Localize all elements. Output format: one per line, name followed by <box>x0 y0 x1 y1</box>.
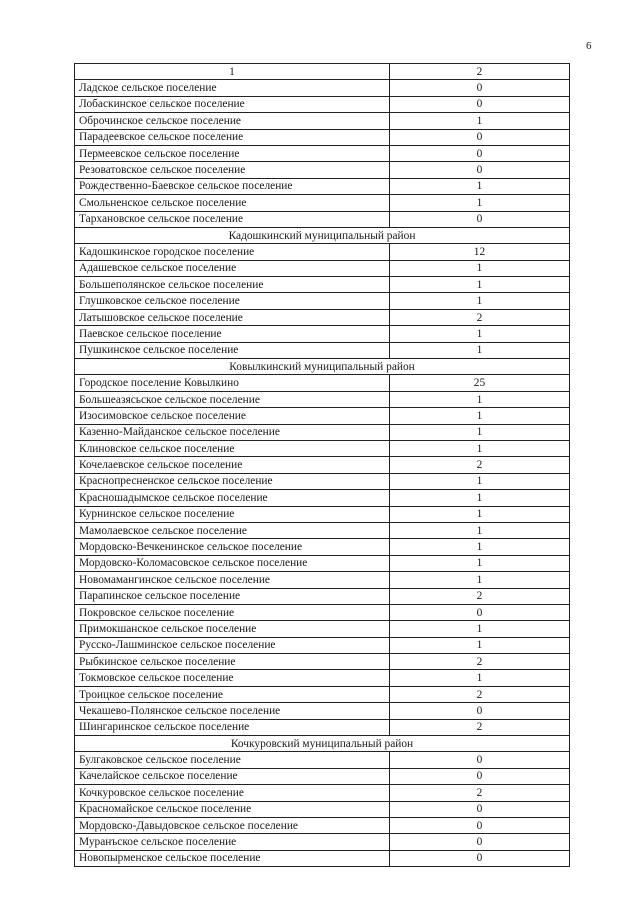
settlement-name: Кочелаевское сельское поселение <box>75 457 390 473</box>
settlement-value: 1 <box>390 391 570 407</box>
settlement-name: Токмовское сельское поселение <box>75 670 390 686</box>
settlement-name: Смольненское сельское поселение <box>75 195 390 211</box>
table-row <box>75 621 570 637</box>
settlement-value: 1 <box>390 490 570 506</box>
table-row <box>75 129 570 145</box>
table-row <box>75 80 570 96</box>
settlement-value: 12 <box>390 244 570 260</box>
table-row <box>75 424 570 440</box>
settlement-name: Резоватовское сельское поселение <box>75 162 390 178</box>
table-row <box>75 719 570 735</box>
settlement-name: Изосимовское сельское поселение <box>75 408 390 424</box>
settlement-name: Мамолаевское сельское поселение <box>75 522 390 538</box>
settlement-value: 1 <box>390 277 570 293</box>
settlement-value: 0 <box>390 752 570 768</box>
section-row <box>75 227 570 243</box>
section-row <box>75 359 570 375</box>
settlement-name: Рождественно-Баевское сельское поселение <box>75 178 390 194</box>
settlement-value: 0 <box>390 817 570 833</box>
table-row <box>75 391 570 407</box>
table-row <box>75 686 570 702</box>
table-row <box>75 145 570 161</box>
table-row <box>75 490 570 506</box>
settlement-name: Мордовско-Коломасовское сельское поселение <box>75 555 390 571</box>
settlement-value: 2 <box>390 719 570 735</box>
column-header-1: 1 <box>75 64 390 80</box>
settlement-value: 1 <box>390 260 570 276</box>
settlement-name: Большеполянское сельское поселение <box>75 277 390 293</box>
district-heading: Ковылкинский муниципальный район <box>75 359 570 375</box>
settlement-name: Троицкое сельское поселение <box>75 686 390 702</box>
settlement-name: Городское поселение Ковылкино <box>75 375 390 391</box>
table-row <box>75 309 570 325</box>
table-row <box>75 277 570 293</box>
table-row <box>75 768 570 784</box>
table-row <box>75 834 570 850</box>
settlement-value: 0 <box>390 129 570 145</box>
settlement-name: Красномайское сельское поселение <box>75 801 390 817</box>
settlements-table <box>74 63 570 867</box>
settlement-value: 1 <box>390 555 570 571</box>
column-header-2: 2 <box>390 64 570 80</box>
settlement-name: Новопырменское сельское поселение <box>75 850 390 866</box>
settlement-name: Краснопресненское сельское поселение <box>75 473 390 489</box>
table-row <box>75 178 570 194</box>
settlement-name: Большеазясьское сельское поселение <box>75 391 390 407</box>
table-row <box>75 113 570 129</box>
settlement-value: 0 <box>390 801 570 817</box>
table-row <box>75 604 570 620</box>
table-row <box>75 293 570 309</box>
settlement-value: 0 <box>390 703 570 719</box>
settlement-name: Парадеевское сельское поселение <box>75 129 390 145</box>
table-row <box>75 260 570 276</box>
settlement-name: Адашевское сельское поселение <box>75 260 390 276</box>
settlement-name: Мордовско-Вечкенинское сельское поселение <box>75 539 390 555</box>
settlement-name: Чекашево-Полянское сельское поселение <box>75 703 390 719</box>
settlement-name: Рыбкинское сельское поселение <box>75 654 390 670</box>
settlement-value: 2 <box>390 686 570 702</box>
settlement-value: 1 <box>390 621 570 637</box>
settlement-value: 0 <box>390 768 570 784</box>
settlement-name: Ладское сельское поселение <box>75 80 390 96</box>
settlement-name: Красношадымское сельское поселение <box>75 490 390 506</box>
settlement-name: Оброчинское сельское поселение <box>75 113 390 129</box>
table-body <box>75 64 570 867</box>
table-row <box>75 817 570 833</box>
settlement-value: 1 <box>390 670 570 686</box>
table-row <box>75 342 570 358</box>
settlement-name: Казенно-Майданское сельское поселение <box>75 424 390 440</box>
settlement-value: 2 <box>390 654 570 670</box>
table-row <box>75 195 570 211</box>
settlement-value: 1 <box>390 293 570 309</box>
table-row <box>75 670 570 686</box>
settlement-name: Парапинское сельское поселение <box>75 588 390 604</box>
settlement-value: 1 <box>390 473 570 489</box>
table-row <box>75 588 570 604</box>
settlement-name: Русско-Лашминское сельское поселение <box>75 637 390 653</box>
settlement-name: Тархановское сельское поселение <box>75 211 390 227</box>
settlement-name: Шингаринское сельское поселение <box>75 719 390 735</box>
settlement-name: Качелайское сельское поселение <box>75 768 390 784</box>
settlement-value: 1 <box>390 637 570 653</box>
table-row <box>75 703 570 719</box>
settlement-name: Кочкуровское сельское поселение <box>75 785 390 801</box>
table-row <box>75 801 570 817</box>
table-row <box>75 572 570 588</box>
settlement-value: 1 <box>390 113 570 129</box>
table-row <box>75 473 570 489</box>
page-number: 6 <box>586 40 592 52</box>
table-row <box>75 244 570 260</box>
settlement-value: 0 <box>390 211 570 227</box>
settlement-value: 0 <box>390 80 570 96</box>
table-row <box>75 375 570 391</box>
table-row <box>75 96 570 112</box>
settlement-value: 1 <box>390 572 570 588</box>
settlement-value: 1 <box>390 522 570 538</box>
table-row <box>75 211 570 227</box>
settlement-value: 1 <box>390 195 570 211</box>
settlement-name: Пушкинское сельское поселение <box>75 342 390 358</box>
settlement-name: Кадошкинское городское поселение <box>75 244 390 260</box>
settlement-name: Латышовское сельское поселение <box>75 309 390 325</box>
table-row <box>75 539 570 555</box>
table-row <box>75 785 570 801</box>
settlement-value: 0 <box>390 834 570 850</box>
table-row <box>75 506 570 522</box>
table-row <box>75 522 570 538</box>
settlement-name: Пермеевское сельское поселение <box>75 145 390 161</box>
settlement-value: 1 <box>390 539 570 555</box>
settlement-value: 25 <box>390 375 570 391</box>
table-row <box>75 326 570 342</box>
table-row <box>75 408 570 424</box>
settlement-value: 2 <box>390 309 570 325</box>
table-header-row <box>75 64 570 80</box>
district-heading: Кочкуровский муниципальный район <box>75 736 570 752</box>
settlement-value: 1 <box>390 440 570 456</box>
settlement-name: Паевское сельское поселение <box>75 326 390 342</box>
table-row <box>75 752 570 768</box>
settlement-name: Курнинское сельское поселение <box>75 506 390 522</box>
settlement-name: Мордовско-Давыдовское сельское поселение <box>75 817 390 833</box>
table-row <box>75 457 570 473</box>
table-row <box>75 440 570 456</box>
settlement-value: 1 <box>390 408 570 424</box>
settlement-name: Булгаковское сельское поселение <box>75 752 390 768</box>
settlement-name: Клиновское сельское поселение <box>75 440 390 456</box>
settlement-name: Лобаскинское сельское поселение <box>75 96 390 112</box>
settlement-value: 1 <box>390 178 570 194</box>
settlement-value: 2 <box>390 785 570 801</box>
settlement-value: 1 <box>390 424 570 440</box>
settlement-value: 1 <box>390 506 570 522</box>
settlement-value: 2 <box>390 588 570 604</box>
settlement-name: Примокшанское сельское поселение <box>75 621 390 637</box>
district-heading: Кадошкинский муниципальный район <box>75 227 570 243</box>
table-row <box>75 555 570 571</box>
settlement-value: 0 <box>390 850 570 866</box>
settlement-name: Новомамангинское сельское поселение <box>75 572 390 588</box>
settlement-value: 0 <box>390 604 570 620</box>
settlement-name: Глушковское сельское поселение <box>75 293 390 309</box>
settlement-value: 1 <box>390 326 570 342</box>
table-row <box>75 654 570 670</box>
settlement-value: 0 <box>390 96 570 112</box>
section-row <box>75 736 570 752</box>
settlement-name: Покровское сельское поселение <box>75 604 390 620</box>
table-row <box>75 850 570 866</box>
table-row <box>75 162 570 178</box>
table-row <box>75 637 570 653</box>
settlement-value: 0 <box>390 145 570 161</box>
settlement-value: 1 <box>390 342 570 358</box>
settlement-name: Муранъское сельское поселение <box>75 834 390 850</box>
settlement-value: 2 <box>390 457 570 473</box>
settlement-value: 0 <box>390 162 570 178</box>
